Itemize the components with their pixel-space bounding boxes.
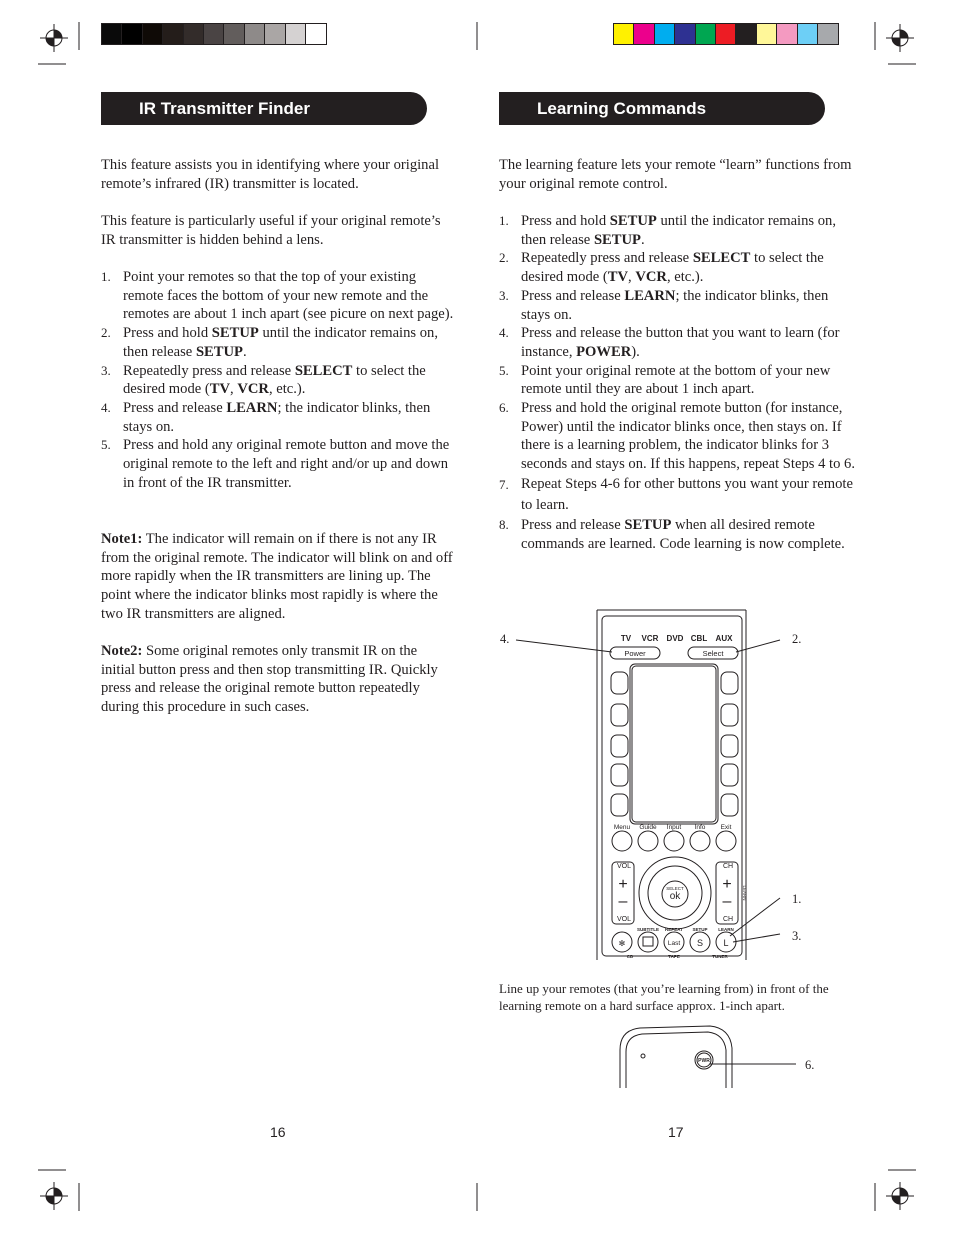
- select-button-label: Select: [702, 649, 724, 658]
- mode-dvd-label: DVD: [666, 634, 684, 643]
- color-calibration-bar: [613, 23, 839, 45]
- mode-tv-label: TV: [620, 634, 632, 643]
- callout-2: 2.: [792, 632, 802, 646]
- list-item: 1. Press and hold SETUP until the indicator remains on, then release SETUP.: [499, 213, 836, 248]
- ch-label-top: CH: [722, 863, 734, 870]
- color-swatch: [265, 24, 285, 44]
- note-1: Note1: The indicator will remain on if there is not any IR from the original remote. The indicator will blink on and off more rapidly when the IR transmitters are lining up. The point where the indicator blinks most rapidly is where the two IR transmitters are aligned.: [101, 531, 453, 622]
- ch-plus-icon: +: [722, 876, 732, 893]
- color-swatch: [204, 24, 224, 44]
- cd-label: CD: [626, 954, 634, 959]
- learning-steps-list: [499, 212, 855, 553]
- info-label: Info: [694, 824, 706, 831]
- ch-minus-icon: –: [722, 893, 732, 910]
- callout-line-2: [736, 640, 780, 652]
- color-swatch: [102, 24, 122, 44]
- color-swatch: [798, 24, 818, 44]
- callout-1: 1.: [792, 892, 802, 906]
- vol-plus-icon: +: [618, 876, 628, 893]
- callout-6: 6.: [805, 1058, 815, 1072]
- note-2: Note2: Some original remotes only transmit IR on the initial button press and then stop transmitting IR. Quickly press and release the original remote button repeatedly during this procedure in such cases.: [101, 643, 438, 716]
- bluetooth-icon: ✻: [618, 939, 626, 948]
- page-number-left: 16: [270, 1124, 286, 1140]
- list-item: 3. Repeatedly press and release SELECT to select the desired mode (TV, VCR, etc.).: [101, 362, 426, 398]
- color-swatch: [122, 24, 142, 44]
- learn-side-label: LEARN: [742, 885, 747, 901]
- color-swatch: [143, 24, 163, 44]
- mode-cbl-label: CBL: [690, 634, 708, 643]
- vol-label-top: VOL: [616, 863, 632, 870]
- original-remote-illustration: [610, 1020, 830, 1092]
- power-button-label: Power: [624, 649, 646, 658]
- color-swatch: [655, 24, 675, 44]
- ok-label: ok: [669, 891, 681, 902]
- vol-label-bottom: VOL: [616, 916, 632, 923]
- color-swatch: [306, 24, 326, 44]
- color-swatch: [777, 24, 797, 44]
- list-item: 6. Press and hold the original remote button (for instance, Power) until the indicator blinks once, then stays on. If there is a learning problem, the indicator blinks for 3 seconds and stays on. If this happens, repeat Steps 4 to 6.: [499, 400, 855, 473]
- list-item: 7. Repeat Steps 4-6 for other buttons you want your remote to learn.: [499, 475, 853, 513]
- pwr-button-label: PWR: [698, 1058, 710, 1064]
- input-label: Input: [666, 824, 682, 831]
- color-swatch: [675, 24, 695, 44]
- list-item: 4. Press and release the button that you want to learn (for instance, POWER).: [499, 325, 840, 360]
- guide-label: Guide: [639, 824, 657, 831]
- color-swatch: [245, 24, 265, 44]
- callout-line-4: [516, 640, 612, 652]
- callout-4: 4.: [500, 632, 510, 646]
- setup-label: SETUP: [692, 927, 708, 932]
- section-header-ir-finder: IR Transmitter Finder: [101, 92, 427, 125]
- list-item: 3. Press and release LEARN; the indicator blinks, then stays on.: [499, 287, 829, 323]
- color-swatch: [716, 24, 736, 44]
- remote-illustration: [480, 600, 820, 970]
- s-button-label: S: [696, 938, 704, 948]
- color-swatch: [757, 24, 777, 44]
- l-button-label: L: [723, 938, 729, 948]
- color-swatch: [696, 24, 716, 44]
- color-swatch: [224, 24, 244, 44]
- color-swatch: [163, 24, 183, 44]
- mode-vcr-label: VCR: [641, 634, 659, 643]
- list-item: 4. Press and release LEARN; the indicator blinks, then stays on.: [101, 399, 431, 435]
- list-item: 8. Press and release SETUP when all desired remote commands are learned. Code learning is now complete.: [499, 516, 845, 552]
- vol-minus-icon: –: [618, 893, 628, 910]
- list-item: 1. Point your remotes so that the top of your existing remote faces the bottom of your new remote and the remotes are about 1 inch apart (see picure on next page).: [101, 269, 454, 323]
- list-item: 5. Press and hold any original remote button and move the original remote to the left and right and/or up and down in front of the IR transmitter.: [101, 437, 450, 491]
- callout-3: 3.: [792, 929, 802, 943]
- list-item: 5. Point your original remote at the bottom of your new remote until they are about 1 inch apart.: [499, 362, 831, 398]
- ir-steps-list: [101, 268, 455, 492]
- color-swatch: [184, 24, 204, 44]
- subtitle-label: SUBTITLE: [637, 927, 659, 932]
- grayscale-calibration-bar: [101, 23, 327, 45]
- menu-label: Menu: [613, 824, 631, 831]
- ch-label-bottom: CH: [722, 916, 734, 923]
- exit-label: Exit: [720, 824, 732, 831]
- learn-label: LEARN: [718, 927, 734, 932]
- callout-line-3: [733, 934, 780, 942]
- color-swatch: [286, 24, 306, 44]
- ir-intro-1: This feature assists you in identifying where your original remote’s infrared (IR) transmitter is located.: [101, 157, 440, 192]
- page-number-right: 17: [668, 1124, 684, 1140]
- list-item: 2. Press and hold SETUP until the indicator remains on, then release SETUP.: [101, 325, 438, 360]
- color-swatch: [736, 24, 756, 44]
- last-button-label: Last: [667, 940, 681, 947]
- list-item: 2. Repeatedly press and release SELECT to select the desired mode (TV, VCR, etc.).: [499, 250, 824, 286]
- color-swatch: [818, 24, 838, 44]
- repeat-label: REPEAT: [665, 927, 683, 932]
- ir-intro-2: This feature is particularly useful if your original remote’s IR transmitter is hidden behind a lens.: [101, 213, 441, 248]
- tuner-label: TUNER: [712, 954, 728, 959]
- color-swatch: [614, 24, 634, 44]
- tape-label: TAPE: [668, 954, 680, 959]
- illustration-caption: Line up your remotes (that you’re learning from) in front of the learning remote on a hard surface approx. 1-inch apart.: [499, 981, 829, 1013]
- learning-intro: The learning feature lets your remote “learn” functions from your original remote control.: [499, 157, 852, 192]
- mode-aux-label: AUX: [715, 634, 733, 643]
- dpad-select-label: SELECT: [666, 886, 684, 891]
- color-swatch: [634, 24, 654, 44]
- section-header-learning: Learning Commands: [499, 92, 825, 125]
